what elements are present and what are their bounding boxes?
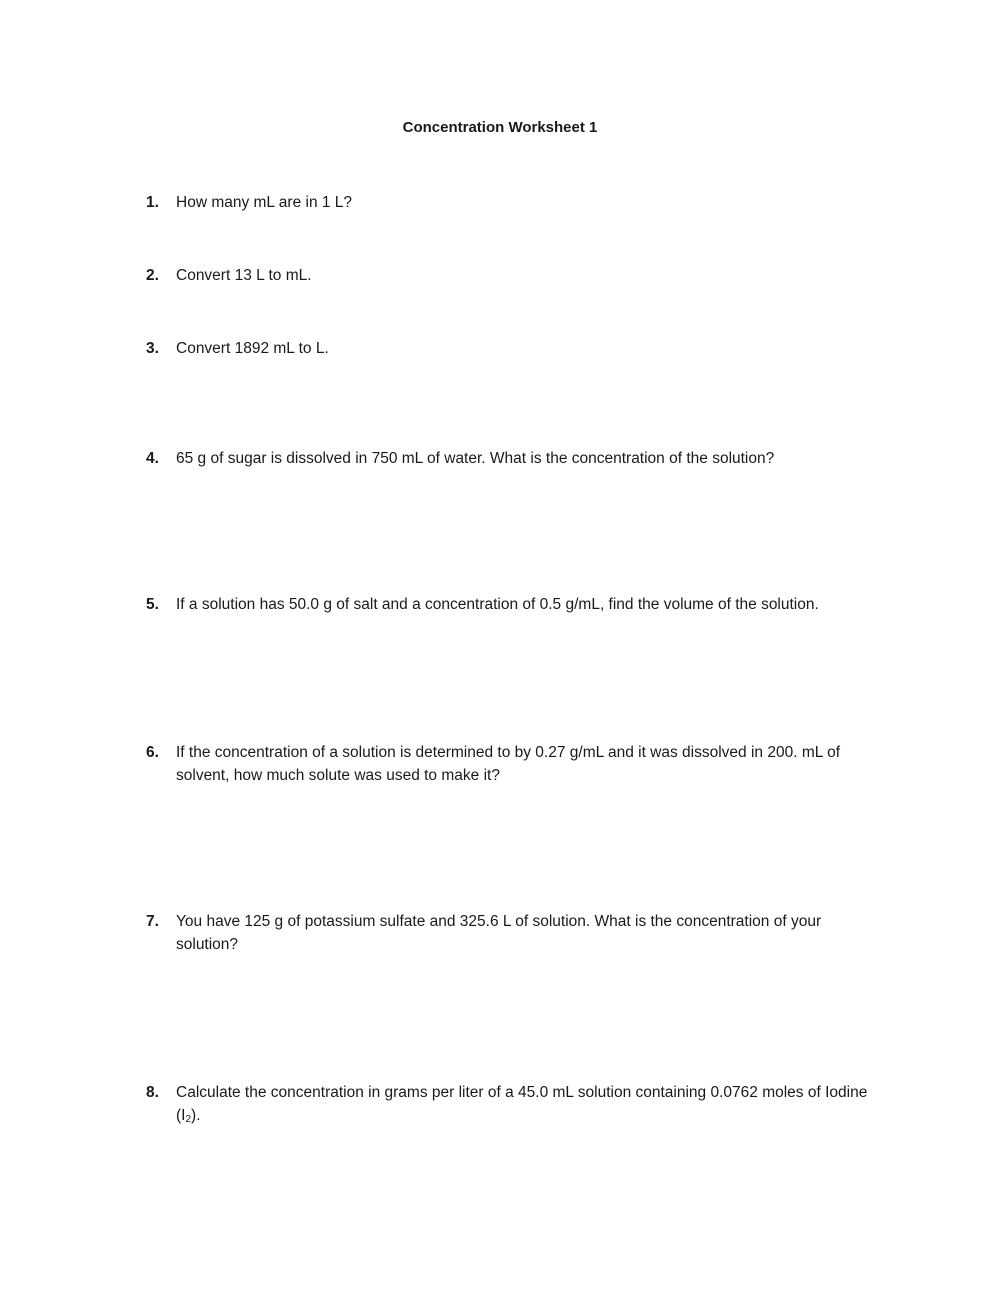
question-number: 2. <box>146 267 159 284</box>
question-number: 5. <box>146 596 159 613</box>
question-number: 8. <box>146 1084 159 1101</box>
question-number: 1. <box>146 194 159 211</box>
question-text: If the concentration of a solution is determined to by 0.27 g/mL and it was dissolved in 200. mL of solvent, how much solute was used to make it? <box>176 744 841 784</box>
question-8 <box>146 1081 886 1127</box>
question-number: 3. <box>146 340 159 357</box>
question-text: If a solution has 50.0 g of salt and a concentration of 0.5 g/mL, find the volume of the solution. <box>176 596 819 613</box>
question-text: 65 g of sugar is dissolved in 750 mL of water. What is the concentration of the solution? <box>176 450 775 467</box>
question-text <box>176 1081 886 1127</box>
question-text: Convert 1892 mL to L. <box>176 340 329 357</box>
worksheet-title: Concentration Worksheet 1 <box>402 119 598 136</box>
question-text-end: ). <box>191 1107 201 1124</box>
iodine-subscript: 2 <box>185 1114 192 1125</box>
question-text: How many mL are in 1 L? <box>176 194 353 211</box>
question-2 <box>146 264 886 287</box>
question-number: 6. <box>146 744 159 761</box>
question-4 <box>146 447 886 470</box>
question-1 <box>146 191 886 214</box>
question-3 <box>146 337 886 360</box>
question-number: 7. <box>146 913 159 930</box>
question-text: Convert 13 L to mL. <box>176 267 312 284</box>
question-text: You have 125 g of potassium sulfate and 325.6 L of solution. What is the concentration of your solution? <box>176 913 822 953</box>
question-7 <box>146 910 886 956</box>
question-5 <box>146 593 886 616</box>
question-6 <box>146 741 886 787</box>
question-number: 4. <box>146 450 159 467</box>
question-text-main: Calculate the concentration in grams per liter of a 45.0 mL solution containing 0.0762 moles of Iodine (I <box>176 1084 868 1124</box>
